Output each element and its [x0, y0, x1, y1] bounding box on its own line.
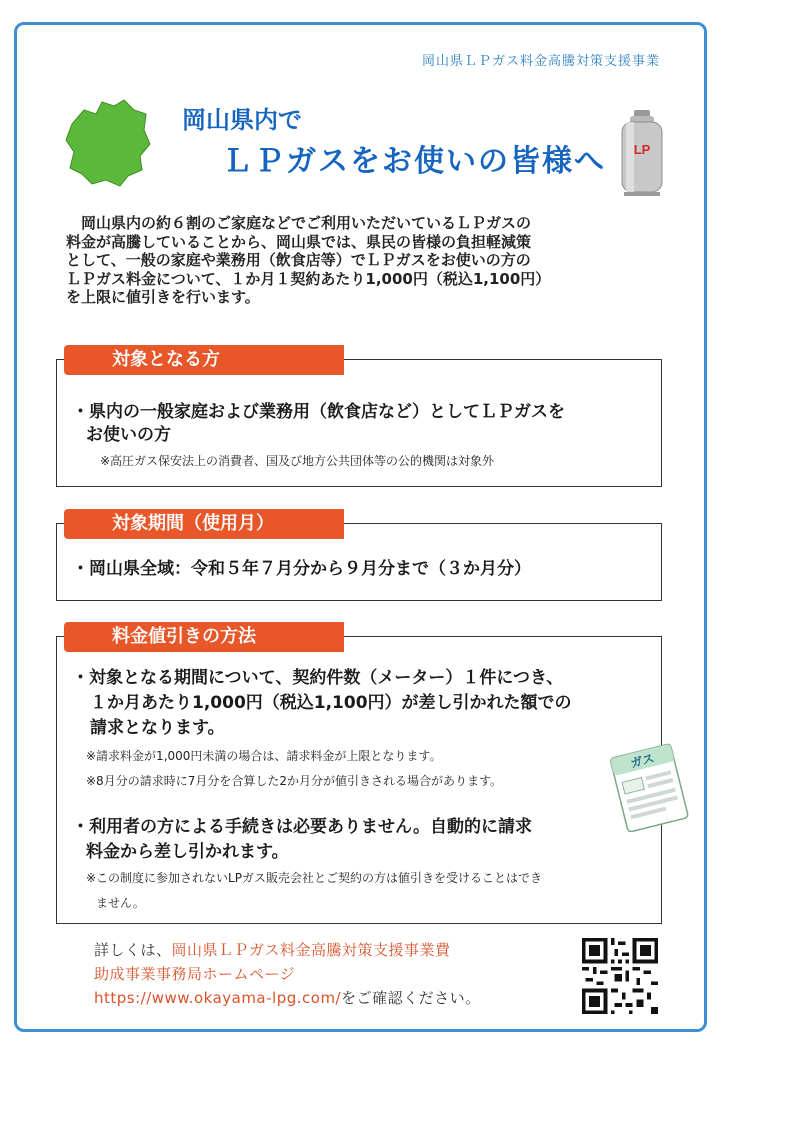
footer-info — [94, 938, 481, 1010]
section-method-tab: 料金値引きの方法 — [64, 622, 344, 652]
section-method-note-2: ※8月分の請求時に7月分を合算した2か月分が値引きされる場合があります。 — [86, 774, 503, 788]
footer-suffix: をご確認ください。 — [341, 989, 481, 1007]
section-target-note: ※高圧ガス保安法上の消費者、国及び地方公共団体等の公的機関は対象外 — [100, 454, 495, 468]
section-period-bullet: ・岡山県全域：令和５年７月分から９月分まで（３か月分） — [72, 559, 531, 579]
title-line-2: ＬＰガスをお使いの皆様へ — [222, 144, 606, 179]
gasbook-label: ガス — [629, 751, 656, 771]
intro-line: を上限に値引きを行います。 — [66, 288, 260, 307]
section-target-tab: 対象となる方 — [64, 345, 344, 375]
section-target-bullet-1: ・県内の一般家庭および業務用（飲食店など）としてＬＰガスを — [72, 402, 565, 422]
okayama-map-icon — [62, 96, 152, 188]
header-note: 岡山県ＬＰガス料金高騰対策支援事業 — [421, 54, 660, 69]
footer-line-2: 助成事業事務局ホームページ — [94, 965, 296, 983]
title-line-1: 岡山県内で — [182, 106, 302, 134]
section-method-bullet-2b: 料金から差し引かれます。 — [86, 842, 289, 862]
section-method-note-3a: ※この制度に参加されないLPガス販売会社とご契約の方は値引きを受けることはでき — [86, 871, 542, 885]
section-target-bullet-2: お使いの方 — [86, 425, 171, 445]
gas-bill-icon — [608, 742, 690, 832]
intro-line: 岡山県内の約６割のご家庭などでご利用いただいているＬＰガスの — [66, 214, 532, 232]
section-method-bullet-1c: 請求となります。 — [90, 718, 225, 738]
intro-paragraph — [66, 214, 666, 307]
intro-line: 料金が高騰していることから、岡山県では、県民の皆様の負担軽減策 — [66, 232, 532, 251]
intro-line: ＬＰガス料金について、１か月１契約あたり1,000円（税込1,100円） — [66, 269, 551, 288]
section-method-note-3b: ません。 — [96, 896, 145, 910]
footer-prefix: 詳しくは、 — [94, 941, 172, 959]
cylinder-label: LP — [633, 142, 651, 157]
qr-code-icon[interactable] — [582, 938, 658, 1014]
section-method-bullet-2a: ・利用者の方による手続きは必要ありません。自動的に請求 — [72, 817, 533, 837]
footer-url-link[interactable]: https://www.okayama-lpg.com/ — [94, 989, 342, 1007]
footer-line-1: 岡山県ＬＰガス料金高騰対策支援事業費 — [171, 941, 451, 959]
intro-line: として、一般の家庭や業務用（飲食店等）でＬＰガスをお使いの方の — [66, 251, 531, 270]
section-method-bullet-1b: １か月あたり1,000円（税込1,100円）が差し引かれた額での — [90, 693, 572, 713]
section-period-tab: 対象期間（使用月） — [64, 509, 344, 539]
section-method-bullet-1a: ・対象となる期間について、契約件数（メーター）１件につき、 — [72, 668, 564, 688]
gas-cylinder-icon — [618, 108, 666, 198]
section-method-note-1: ※請求料金が1,000円未満の場合は、請求料金が上限となります。 — [86, 749, 442, 763]
